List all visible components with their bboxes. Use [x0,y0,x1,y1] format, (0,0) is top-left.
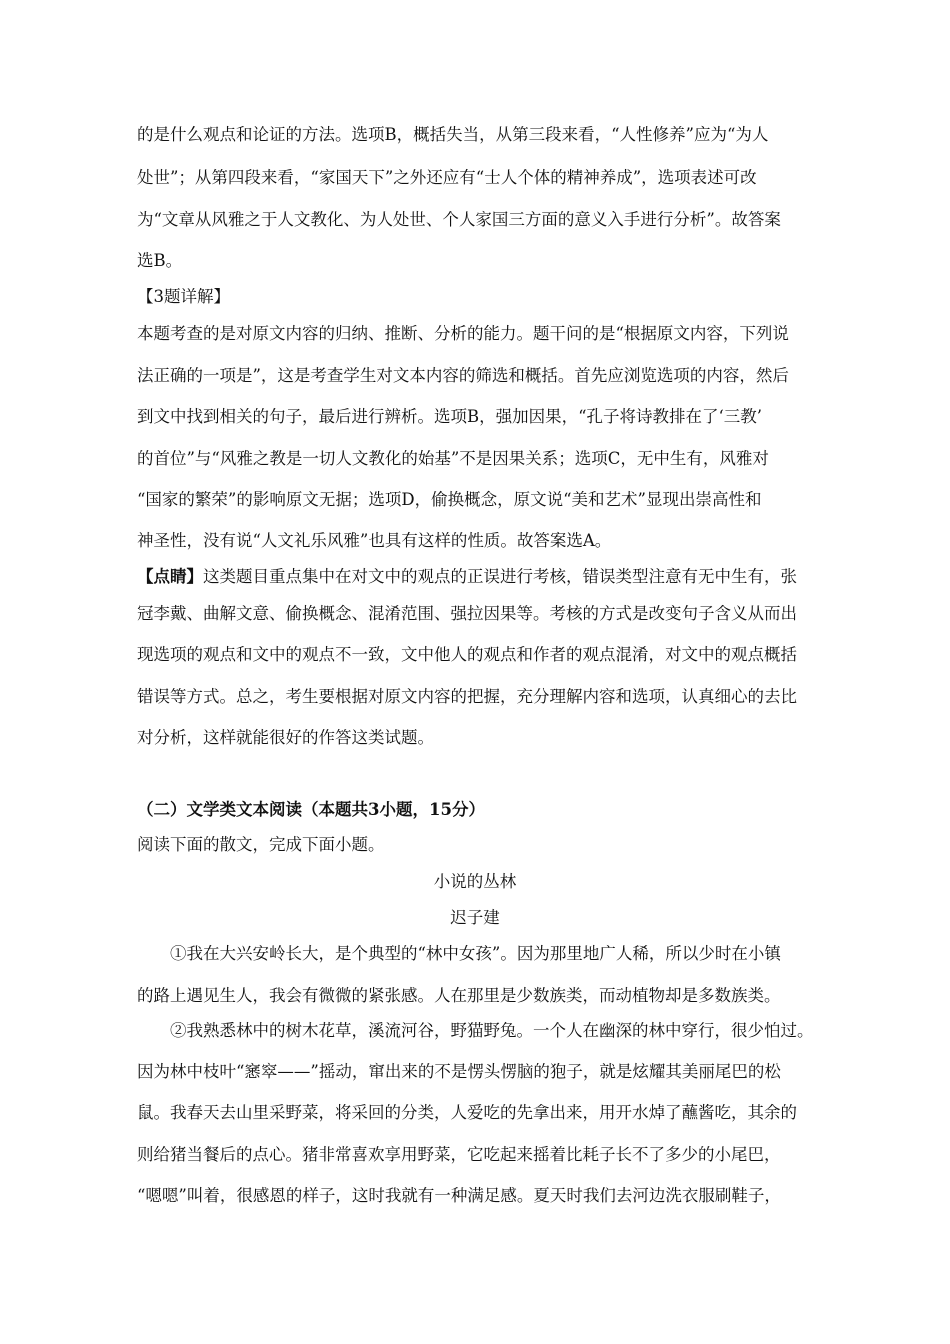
tip-line: 现选项的观点和文中的观点不一致，文中他人的观点和作者的观点混淆，对文中的观点概括 [137,645,797,664]
q3-line: 本题考查的是对原文内容的归纳、推断、分析的能力。题干问的是“根据原文内容，下列说 [137,324,789,343]
q3-heading: 【3题详解】 [137,287,230,306]
reading-instruction: 阅读下面的散文，完成下面小题。 [137,835,385,854]
section-heading: （二）文学类文本阅读（本题共3小题，15分） [137,800,485,819]
tip-line: 错误等方式。总之，考生要根据对原文内容的把握，充分理解内容和选项，认真细心的去比 [137,687,797,706]
tip-label: 【点睛】 [137,567,203,586]
analysis-line: 的是什么观点和论证的方法。选项B，概括失当，从第三段来看，“人性修养”应为“为人 [137,125,769,144]
tip-first-text: 这类题目重点集中在对文中的观点的正误进行考核，错误类型注意有无中生有，张 [203,567,797,586]
tip-line: 冠李戴、曲解文意、偷换概念、混淆范围、强拉因果等。考核的方式是改变句子含义从而出 [137,604,797,623]
analysis-line: 选B。 [137,251,183,270]
essay-line: 鼠。我春天去山里采野菜，将采回的分类，人爱吃的先拿出来，用开水焯了蘸酱吃，其余的 [137,1103,797,1122]
tip-line: 对分析，这样就能很好的作答这类试题。 [137,728,434,747]
essay-title: 小说的丛林 [433,872,517,891]
tip-first-line [137,565,827,589]
essay-line: “嗯嗯”叫着，很感恩的样子，这时我就有一种满足感。夏天时我们去河边洗衣服刷鞋子， [137,1186,781,1205]
q3-line: 的首位”与“风雅之教是一切人文教化的始基”不是因果关系；选项C，无中生有，风雅对 [137,449,769,468]
q3-line: “国家的繁荣”的影响原文无据；选项D，偷换概念，原文说“美和艺术”显现出崇高性和 [137,490,762,509]
essay-line: 则给猪当餐后的点心。猪非常喜欢享用野菜，它吃起来摇着比耗子长不了多少的小尾巴， [137,1145,781,1164]
essay-author: 迟子建 [450,908,500,927]
essay-line: 的路上遇见生人，我会有微微的紧张感。人在那里是少数族类，而动植物却是多数族类。 [137,986,781,1005]
q3-line: 到文中找到相关的句子，最后进行辨析。选项B，强加因果，“孔子将诗教排在了‘三教’ [137,407,763,426]
analysis-line: 为“文章从风雅之于人文教化、为人处世、个人家国三方面的意义入手进行分析”。故答案 [137,210,781,229]
essay-line: ①我在大兴安岭长大，是个典型的“林中女孩”。因为那里地广人稀，所以少时在小镇 [170,944,781,963]
q3-line: 神圣性，没有说“人文礼乐风雅”也具有这样的性质。故答案选A。 [137,531,612,550]
essay-line: ②我熟悉林中的树木花草，溪流河谷，野猫野兔。一个人在幽深的林中穿行，很少怕过。 [170,1021,814,1040]
essay-line: 因为林中枝叶“窸窣——”摇动，窜出来的不是愣头愣脑的狍子，就是炫耀其美丽尾巴的松 [137,1062,781,1081]
analysis-line: 处世”；从第四段来看，“家国天下”之外还应有“士人个体的精神养成”，选项表述可改 [137,168,757,187]
q3-line: 法正确的一项是”，这是考查学生对文本内容的筛选和概括。首先应浏览选项的内容，然后 [137,366,789,385]
